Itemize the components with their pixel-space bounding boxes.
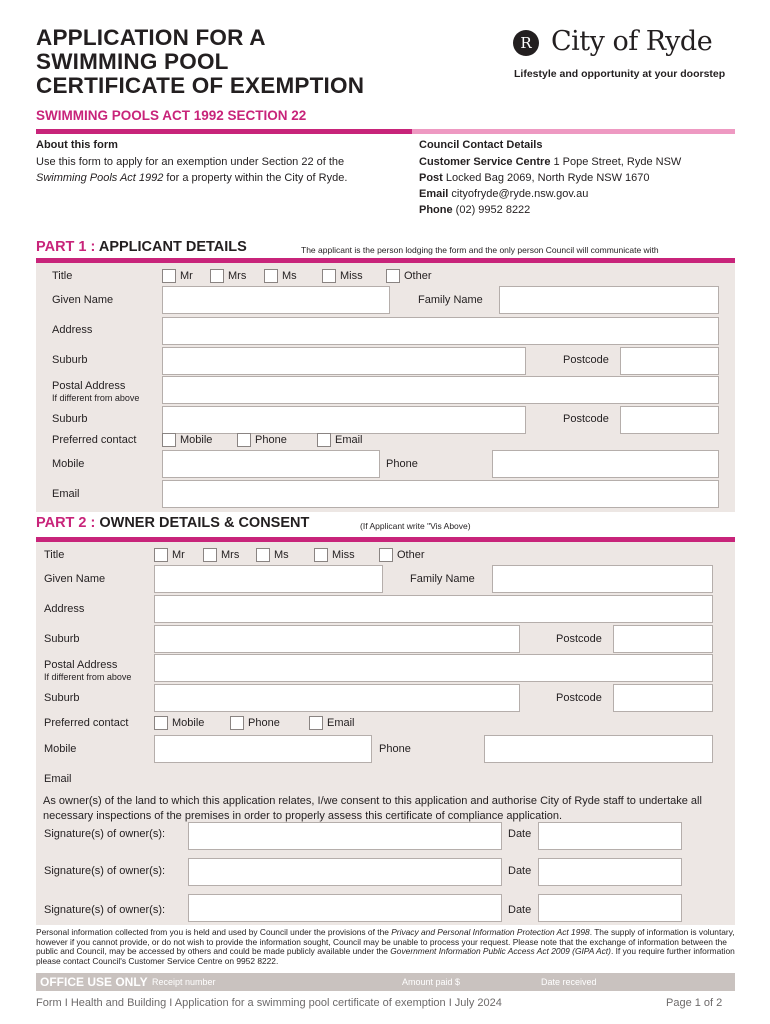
office-use-label: OFFICE USE ONLY [40,975,148,989]
title-line-3: CERTIFICATE OF EXEMPTION [36,73,365,98]
amount-paid-label: Amount paid $ [402,977,461,987]
contact-phone-checkbox[interactable] [237,433,251,447]
owner-title-miss-checkbox[interactable] [314,548,328,562]
owner-contact-mobile-checkbox[interactable] [154,716,168,730]
title-ms-checkbox[interactable] [264,269,278,283]
owner-title-ms-checkbox[interactable] [256,548,270,562]
signature-label-3: Signature(s) of owner(s): [44,904,166,916]
title-other-label: Other [404,270,432,282]
title-ms-label: Ms [282,270,297,282]
postal-address-label: Postal Address [52,380,126,392]
given-name-field[interactable] [162,286,390,314]
owner-title-mrs-checkbox[interactable] [203,548,217,562]
contact-email-checkbox[interactable] [317,433,331,447]
mobile-field[interactable] [162,450,380,478]
owner-title-ms-label: Ms [274,549,289,561]
applicant-details-panel [36,263,735,512]
title-mrs-label: Mrs [228,270,247,282]
owner-title-miss-label: Miss [332,549,355,561]
signature-field-3[interactable] [188,894,502,922]
office-use-bar [36,973,735,991]
owner-title-label: Title [44,549,65,561]
tagline: Lifestyle and opportunity at your doorstep [514,68,726,80]
family-name-field[interactable] [499,286,719,314]
owner-title-mrs-label: Mrs [221,549,240,561]
given-name-label: Given Name [52,294,114,306]
owner-family-name-label: Family Name [410,573,475,585]
title-line-2: SWIMMING POOL [36,49,229,74]
contact-email-label: Email [335,434,363,446]
owner-contact-mobile-label: Mobile [172,717,205,729]
owner-postal-postcode-label: Postcode [556,692,602,704]
owner-suburb-field[interactable] [154,625,520,653]
contact-phone-label: Phone [255,434,287,446]
owner-email-label: Email [44,773,72,785]
owner-contact-email-checkbox[interactable] [309,716,323,730]
email-field[interactable] [162,480,719,508]
footer-text: Form I Health and Building I Application for a swimming pool certificate of exemption I July 2024 [36,997,502,1009]
postal-postcode-label: Postcode [563,413,609,425]
owner-family-name-field[interactable] [492,565,713,593]
owner-postal-suburb-label: Suburb [44,692,80,704]
owner-mobile-field[interactable] [154,735,372,763]
part2-note: (If Applicant write "Vis Above) [360,521,471,531]
address-field[interactable] [162,317,719,345]
logo-monogram-icon: R [513,30,539,56]
about-heading: About this form [36,139,118,151]
date-label-3: Date [508,904,532,916]
about-text: Use this form to apply for an exemption under Section 22 of the Swimming Pools Act 1992 for a property within the City of Ryde. [36,156,348,184]
part1-heading: PART 1 : APPLICANT DETAILS [36,239,247,255]
title-mr-label: Mr [180,270,193,282]
family-name-label: Family Name [418,294,483,306]
owner-postal-address-label: Postal Address [44,659,118,671]
owner-postal-address-sub: If different from above [44,672,132,682]
part1-note: The applicant is the person lodging the form and the only person Council will communicate with [301,245,659,255]
postcode-label: Postcode [563,354,609,366]
owner-phone-label: Phone [379,743,411,755]
owner-address-label: Address [44,603,85,615]
owner-postal-suburb-field[interactable] [154,684,520,712]
signature-field-2[interactable] [188,858,502,886]
email-label: Email [52,488,80,500]
contact-mobile-checkbox[interactable] [162,433,176,447]
owner-given-name-field[interactable] [154,565,383,593]
contact-mobile-label: Mobile [180,434,213,446]
date-label-1: Date [508,828,532,840]
postal-postcode-field[interactable] [620,406,719,434]
suburb-field[interactable] [162,347,526,375]
owner-suburb-label: Suburb [44,633,80,645]
date-field-3[interactable] [538,894,682,922]
title-other-checkbox[interactable] [386,269,400,283]
suburb-label: Suburb [52,354,88,366]
owner-preferred-contact-label: Preferred contact [44,717,129,729]
owner-title-mr-label: Mr [172,549,185,561]
signature-label-1: Signature(s) of owner(s): [44,828,166,840]
title-mr-checkbox[interactable] [162,269,176,283]
title-miss-label: Miss [340,270,363,282]
phone-label: Phone [386,458,418,470]
mobile-label: Mobile [52,458,85,470]
contact-details: Customer Service Centre 1 Pope Street, Ryde NSW Post Locked Bag 2069, North Ryde NSW 1670 Email cityofryde@ryde.nsw.gov.au Phone (02) 9952 8222 [419,156,682,216]
title-miss-checkbox[interactable] [322,269,336,283]
owner-postcode-field[interactable] [613,625,713,653]
owner-contact-phone-label: Phone [248,717,280,729]
owner-given-name-label: Given Name [44,573,106,585]
signature-field-1[interactable] [188,822,502,850]
owner-postal-address-field[interactable] [154,654,713,682]
page-number: Page 1 of 2 [666,997,723,1009]
owner-address-field[interactable] [154,595,713,623]
contact-heading: Council Contact Details [419,139,543,151]
owner-postcode-label: Postcode [556,633,602,645]
postal-suburb-field[interactable] [162,406,526,434]
owner-title-other-checkbox[interactable] [379,548,393,562]
owner-mobile-label: Mobile [44,743,77,755]
title-label: Title [52,270,73,282]
form-subtitle: SWIMMING POOLS ACT 1992 SECTION 22 [36,108,307,123]
receipt-number-label: Receipt number [152,977,216,987]
owner-title-other-label: Other [397,549,425,561]
privacy-statement: Personal information collected from you is held and used by Council under the provisions of the Privacy and Personal Information Protection Act 1998. The supply of information is voluntary, however if you cannot provide, or do not wish to provide the information sought, Council may be unable to process your request. Please note that the exchange of information between the public and Council, may be accessed by others and could be made publicly available under the Government Information Public Access Act 2009 (GIPA Act). If you require further information please contact Council's Customer Service Centre on 9952 8222. [36,927,735,966]
owner-phone-field[interactable] [484,735,713,763]
postal-address-sub: If different from above [52,393,140,403]
postcode-field[interactable] [620,347,719,375]
signature-label-2: Signature(s) of owner(s): [44,865,166,877]
owner-details-panel [36,542,735,925]
date-label-2: Date [508,865,532,877]
owner-postal-postcode-field[interactable] [613,684,713,712]
address-label: Address [52,324,93,336]
city-of-ryde-logo [513,26,738,66]
date-received-label: Date received [541,977,597,987]
date-field-1[interactable] [538,822,682,850]
part2-heading: PART 2 : OWNER DETAILS & CONSENT [36,515,310,531]
postal-address-field[interactable] [162,376,719,404]
title-line-1: APPLICATION FOR A [36,25,266,50]
title-mrs-checkbox[interactable] [210,269,224,283]
owner-title-mr-checkbox[interactable] [154,548,168,562]
phone-field[interactable] [492,450,719,478]
form-title [36,26,364,98]
logo-text: City of Ryde [551,26,713,57]
postal-suburb-label: Suburb [52,413,88,425]
owner-contact-email-label: Email [327,717,355,729]
date-field-2[interactable] [538,858,682,886]
header-divider-dark [36,129,412,134]
header-divider-light [412,129,735,134]
preferred-contact-label: Preferred contact [52,434,137,446]
consent-statement: As owner(s) of the land to which this application relates, I/we consent to this application and authorise City of Ryde staff to undertake all necessary inspections of the premises in order to properly assess this certificate of compliance application. [43,795,702,822]
owner-contact-phone-checkbox[interactable] [230,716,244,730]
